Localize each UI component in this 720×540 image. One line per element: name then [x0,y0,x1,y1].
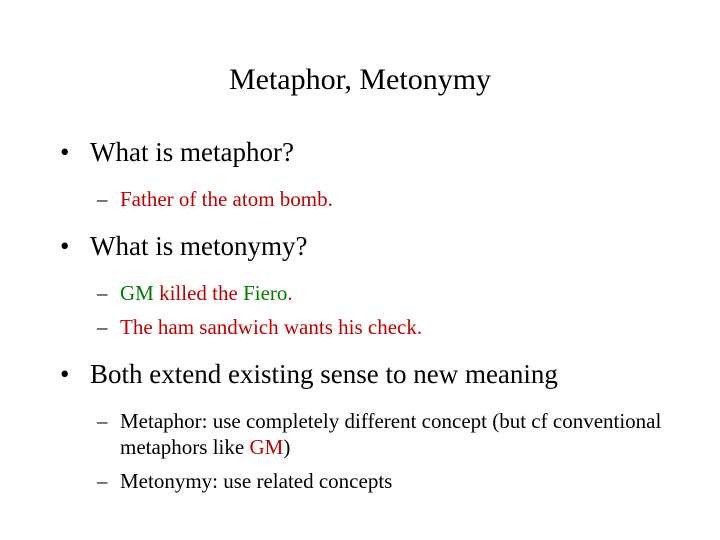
sub-item-atom-bomb [60,186,680,212]
sub-item-text-a: Metaphor: use completely different concept (but cf conventional metaphors like [120,409,662,459]
sub-item-period: . [287,281,293,305]
sub-item-gm-fiero [60,280,680,306]
bullet-icon: • [60,359,70,389]
sub-item-metaphor-def [60,408,680,460]
bullet-text: What is metaphor? [90,137,294,167]
dash-icon: – [97,187,108,211]
bullet-item-metaphor [60,136,680,168]
sub-item-metonymy-def [60,468,680,494]
dash-icon: – [97,469,108,493]
bullet-icon: • [60,231,70,261]
sub-item-text: Metonymy: use related concepts [120,469,393,493]
slide-title: Metaphor, Metonymy [228,63,492,96]
sub-item-killed: killed the [153,281,244,305]
sub-item-text: Father of the atom bomb. [120,187,333,211]
bullet-text: Both extend existing sense to new meaning [90,359,558,389]
sub-item-gm-red: GM [249,435,284,459]
sub-item-text: The ham sandwich wants his check. [120,315,423,339]
bullet-text: What is metonymy? [90,231,308,261]
bullet-icon: • [60,137,70,167]
sub-item-ham-sandwich [60,314,680,340]
sub-item-text-b: ) [283,435,291,459]
sub-item-fiero: Fiero [243,281,288,305]
bullet-item-metonymy [60,230,680,262]
dash-icon: – [97,409,108,433]
dash-icon: – [97,315,108,339]
bullet-item-both-extend [60,358,680,390]
slide-body [60,136,680,502]
dash-icon: – [97,281,108,305]
sub-item-gm: GM [120,281,154,305]
